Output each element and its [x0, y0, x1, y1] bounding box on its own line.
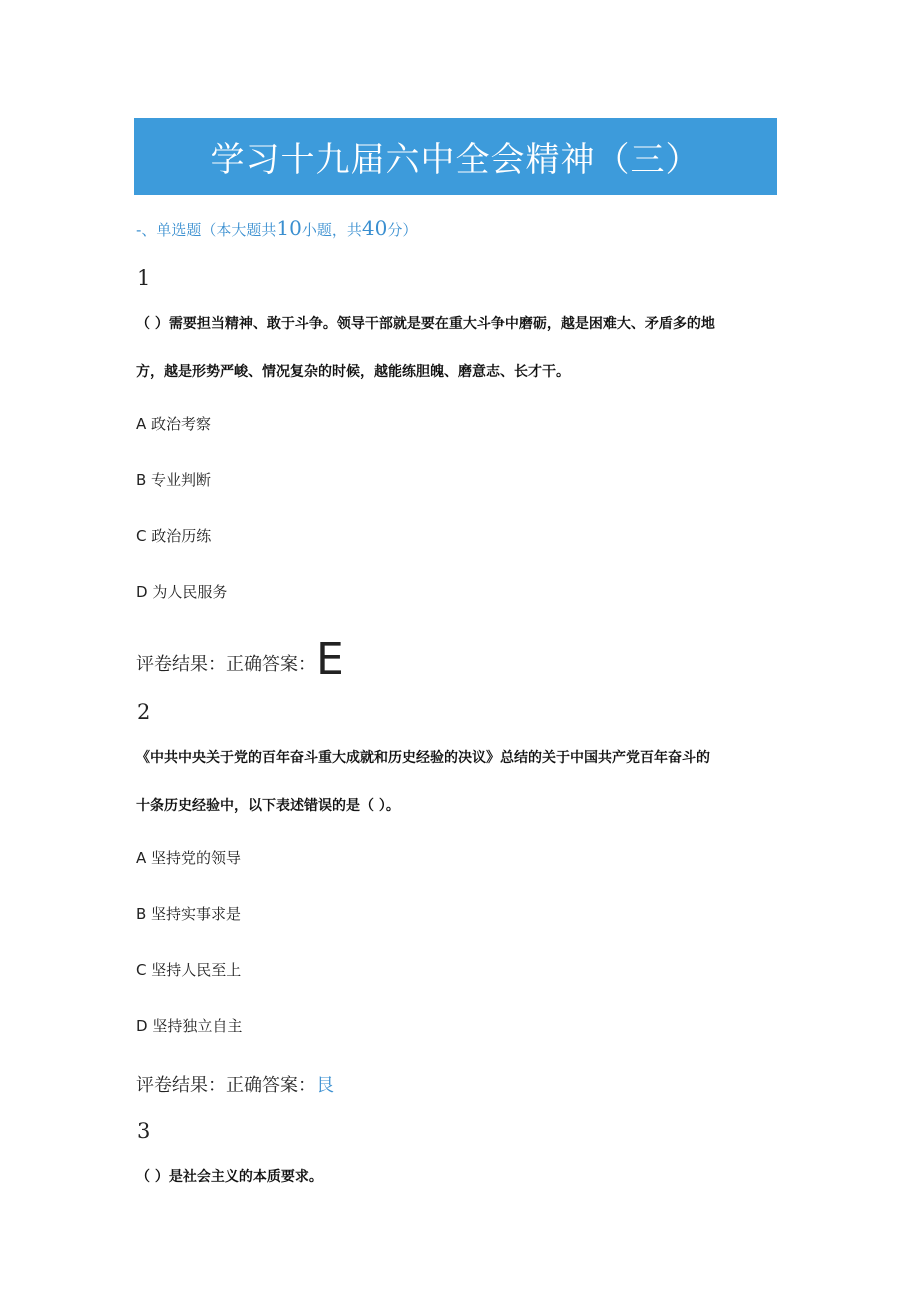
section-mid: 小题，共	[301, 221, 362, 239]
option-b: B 坚持实事求是	[136, 905, 242, 923]
section-prefix: -、单选题（本大题共	[136, 221, 277, 239]
result-label: 评卷结果：正确答案：	[136, 654, 316, 675]
correct-answer: E	[316, 634, 344, 685]
grading-result	[136, 1071, 334, 1097]
question-stem-line: 十条历史经验中，以下表述错误的是（ ）。	[136, 798, 400, 814]
total-points: 40	[361, 216, 388, 240]
correct-answer: 艮	[316, 1075, 334, 1096]
section-heading	[136, 216, 417, 240]
option-d: D 坚持独立自主	[136, 1017, 243, 1035]
option-a: A 政治考察	[136, 415, 212, 433]
option-a: A 坚持党的领导	[136, 849, 242, 867]
question-number: 3	[137, 1119, 151, 1143]
option-c: C 坚持人民至上	[136, 961, 242, 979]
option-d: D 为人民服务	[136, 583, 228, 601]
title-banner	[134, 118, 777, 195]
question-count: 10	[276, 216, 302, 240]
question-stem-line: （ ）需要担当精神、敢于斗争。领导干部就是要在重大斗争中磨砺，越是困难大、矛盾多的地	[136, 316, 715, 332]
section-suffix: 分）	[387, 221, 418, 239]
option-c: C 政治历练	[136, 527, 212, 545]
grading-result	[136, 634, 344, 685]
question-number: 2	[137, 700, 151, 724]
page-title: 学习十九届六中全会精神（三）	[210, 140, 701, 180]
question-stem-line: 方，越是形势严峻、情况复杂的时候，越能练胆魄、磨意志、长才干。	[136, 364, 570, 380]
question-number: 1	[137, 266, 151, 290]
result-label: 评卷结果：正确答案：	[136, 1075, 316, 1096]
question-stem-line: 《中共中央关于党的百年奋斗重大成就和历史经验的决议》总结的关于中国共产党百年奋斗的	[136, 750, 710, 766]
option-b: B 专业判断	[136, 471, 212, 489]
question-stem-line: （ ）是社会主义的本质要求。	[136, 1169, 323, 1185]
